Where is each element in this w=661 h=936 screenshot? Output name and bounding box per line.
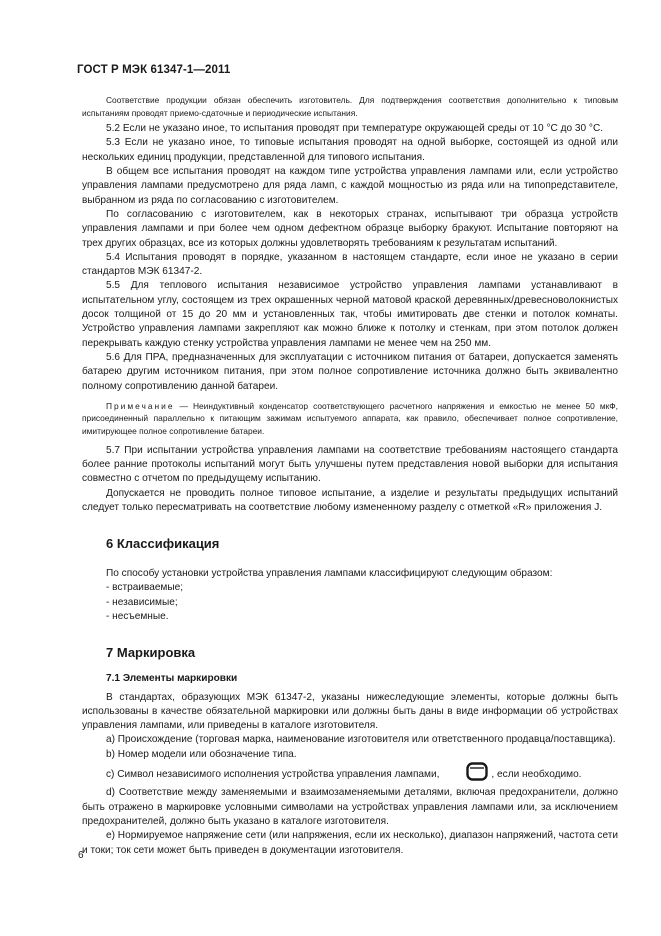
clause-5-3-agreement: По согласованию с изготовителем, как в некоторых странах, испытывают три образца устройств управления лампами и при более чем одном дефектном образце выборку бракуют. Испытание повторяют на трех других образцах, все из которых должны удовлетворять требованиям к результатам испытаний. [82, 208, 618, 249]
note-label: Примечание [106, 400, 175, 411]
marking-item-c-text: c) Символ независимого исполнения устройства управления лампами, [106, 768, 440, 780]
section-7-title: 7 Маркировка [106, 645, 196, 661]
classification-item: - независимые; [106, 596, 178, 608]
section-6-title: 6 Классификация [106, 536, 220, 552]
subsection-7-1-title: 7.1 Элементы маркировки [106, 673, 238, 685]
intro-paragraph: Соответствие продукции обязан обеспечить изготовитель. Для подтверждения соответствия дополнительно к типовым испытаниям проводят приемо-сдаточные и периодические испытания. [82, 95, 618, 118]
section-7-intro: В стандартах, образующих МЭК 61347-2, указаны нижеследующие элементы, которые должны быть использованы в качестве обязательной маркировки или должны быть даны в виде информации об устройствах управления лампами, или приведены в каталоге изготовителя. [82, 691, 618, 732]
clause-5-6: 5.6 Для ПРА, предназначенных для эксплуатации с источником питания от батареи, допускается заменять батарею другим источником питания, при этом полное сопротивление источника должно быть эквивалентно полному сопротивлению данной батареи. [82, 351, 618, 392]
clause-5-3: 5.3 Если не указано иное, то типовые испытания проводят на одной выборке, состоящей из одной или нескольких единиц продукции, представленной для типового испытания. [82, 137, 618, 163]
clause-5-7: 5.7 При испытании устройства управления лампами на соответствие требованиям настоящего стандарта более ранние протоколы испытаний могут быть улучшены путем представления новой выборки для испытания совместно с отчетом по предыдущему испытанию. [82, 444, 618, 485]
marking-item-c [82, 762, 618, 786]
marking-item-a: a) Происхождение (торговая марка, наименование изготовителя или ответственного продавца/поставщика). [106, 734, 616, 746]
note-text: — Неиндуктивный конденсатор соответствующего расчетного напряжения и емкостью не менее 50 мкФ, присоединенный параллельно к питающим зажимам испытуемого аппарата, как правило, обеспечивает полное сопротивление, имитирующее полное сопротивление батареи. [82, 400, 618, 437]
note-paragraph [82, 400, 618, 438]
clause-5-3-general: В общем все испытания проводят на каждом типе устройства управления лампами или, если устройство управления лампами предусмотрено для ряда ламп, с каждой мощностью из ряда или на типопредставителе, выбранном из ряда по согласованию с изготовителем. [82, 166, 618, 206]
marking-item-d: d) Соответствие между заменяемыми и взаимозаменяемыми деталями, включая предохранители, должно быть отражено в маркировке условными символами на устройствах управления лампами или, за исключением предохранителей, должно быть указано в каталоге изготовителя. [82, 787, 618, 827]
marking-item-c-suffix: , если необходимо. [491, 768, 582, 780]
section-6-intro: По способу установки устройства управления лампами классифицируют следующим образом: [106, 568, 553, 580]
page-header: ГОСТ Р МЭК 61347-1—2011 [77, 64, 231, 76]
clause-5-4: 5.4 Испытания проводят в порядке, указанном в настоящем стандарте, если иное не указано в серии стандартов МЭК 61347-2. [82, 251, 618, 278]
clause-5-2: 5.2 Если не указано иное, то испытания проводят при температуре окружающей среды от 10 °С до 30 °С. [106, 123, 604, 135]
page-number: 6 [78, 850, 84, 861]
page-content [82, 94, 618, 858]
clause-5-5: 5.5 Для теплового испытания независимое устройство управления лампами устанавливают в испытательном углу, состоящем из трех окрашенных черной матовой краской деревянных/древесноволокнистых досок толщиной от 15 до 20 мм и установленных так, чтобы имитировать две стенки и потолок комнаты. Устройство управления лампами закрепляют как можно ближе к потолку и стенкам, при этом потолок должен перекрывать каждую стенку устройства управления лампами не менее чем на 250 мм. [82, 280, 618, 349]
independent-control-gear-symbol-icon [442, 762, 488, 786]
classification-item: - несъемные. [106, 610, 169, 622]
clause-5-7-allowance: Допускается не проводить полное типовое испытание, а изделие и результаты предыдущих испытаний следует только пересматривать на соответствие любому измененному разделу с отметкой «R» приложения J. [82, 487, 618, 513]
classification-item: - встраиваемые; [106, 582, 184, 594]
marking-item-e: e) Нормируемое напряжение сети (или напряжения, если их несколько), диапазон напряжений, частота сети и токи; ток сети может быть приведен в документации изготовителя. [82, 830, 618, 856]
marking-item-b: b) Номер модели или обозначение типа. [106, 748, 297, 760]
